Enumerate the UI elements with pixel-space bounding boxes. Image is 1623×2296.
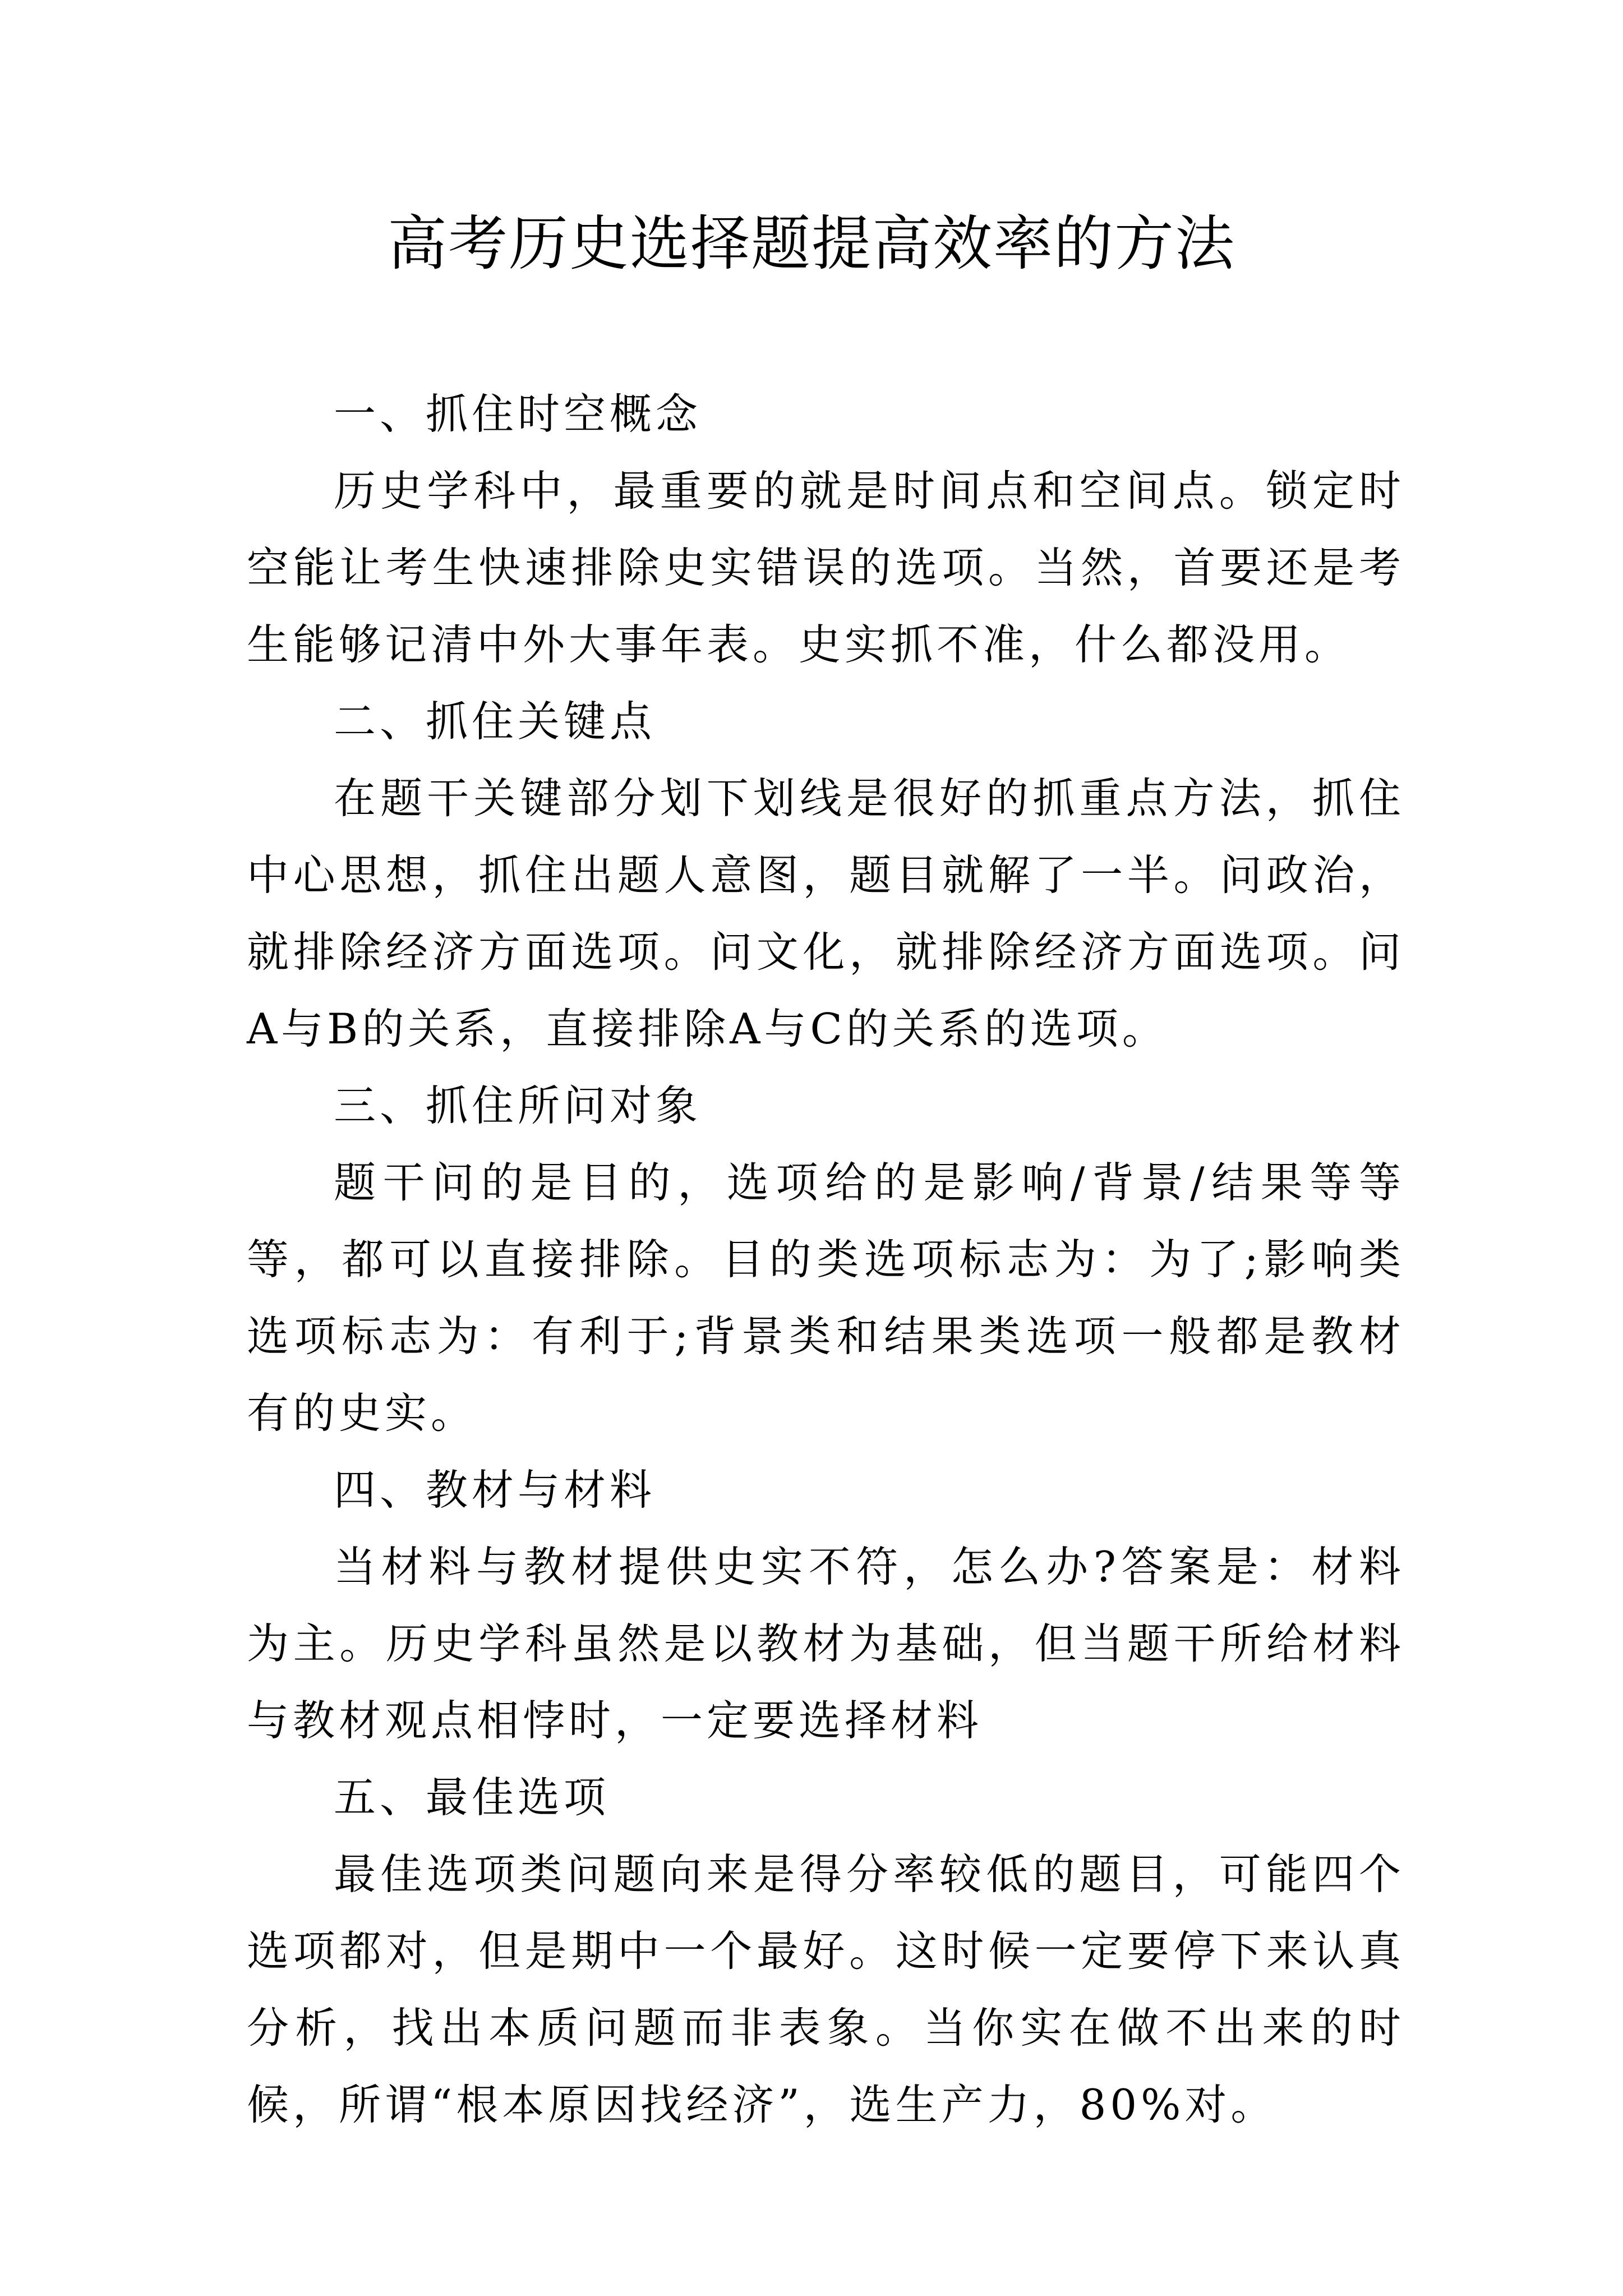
section-paragraph-2: 在题干关键部分划下划线是很好的抓重点方法，抓住中心思想，抓住出题人意图，题目就解了一半。问政治，就排除经济方面选项。问文化，就排除经济方面选项。问A与B的关系，直接排除A与C的关系的选项。 [247, 774, 1405, 1053]
document-title: 高考历史选择题提高效率的方法 [388, 209, 1235, 278]
section-heading-3: 三、抓住所问对象 [334, 1081, 702, 1130]
section-heading-4: 四、教材与材料 [334, 1465, 656, 1515]
section-paragraph-5: 最佳选项类问题向来是得分率较低的题目，可能四个选项都对，但是期中一个最好。这时候一定要停下来认真分析，找出本质问题而非表象。当你实在做不出来的时候，所谓“根本原因找经济”，选生产力，80%对。 [247, 1849, 1405, 2129]
section-heading-1: 一、抓住时空概念 [334, 389, 702, 439]
document-body [247, 376, 1405, 2143]
section-paragraph-1: 历史学科中，最重要的就是时间点和空间点。锁定时空能让考生快速排除史实错误的选项。当然，首要还是考生能够记清中外大事年表。史实抓不准，什么都没用。 [247, 466, 1405, 669]
section-paragraph-4: 当材料与教材提供史实不符，怎么办?答案是：材料为主。历史学科虽然是以教材为基础，但当题干所给材料与教材观点相悖时，一定要选择材料 [247, 1542, 1405, 1745]
section-heading-5: 五、最佳选项 [334, 1773, 610, 1822]
section-paragraph-3: 题干问的是目的，选项给的是影响/背景/结果等等等，都可以直接排除。目的类选项标志为：为了;影响类选项标志为：有利于;背景类和结果类选项一般都是教材有的史实。 [247, 1158, 1405, 1438]
section-heading-2: 二、抓住关键点 [334, 697, 656, 746]
